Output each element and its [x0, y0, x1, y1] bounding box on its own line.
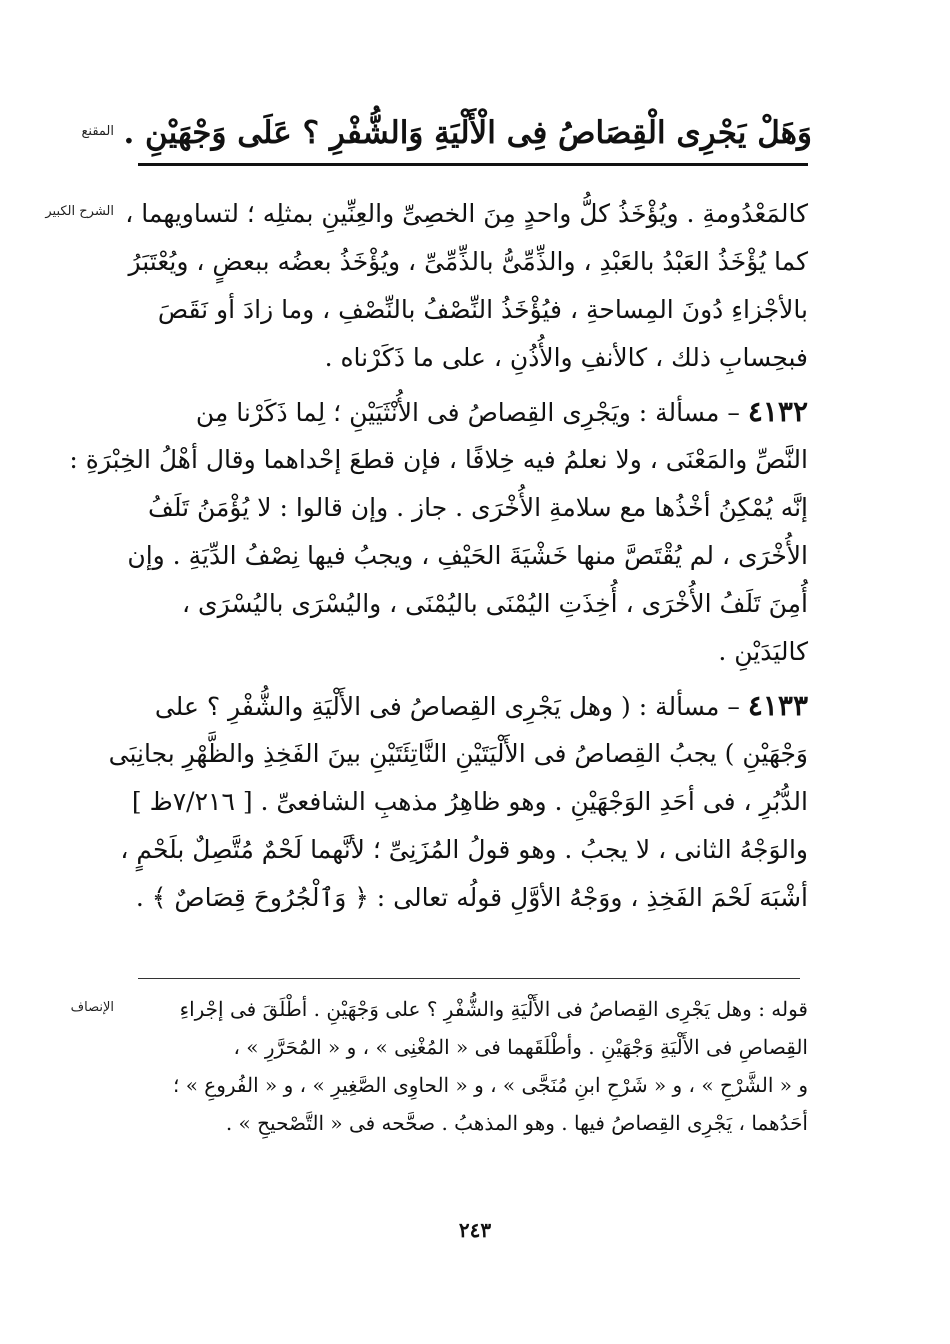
- footnote-rule: [138, 978, 800, 979]
- side-label-sharh: الشرح الكبير: [45, 204, 114, 219]
- issue-text: – مسألة : ( وهل يَجْرِى القِصاصُ فى الأَلْيَةِ والشُّفْرِ ؟ على: [154, 692, 740, 721]
- footnote-line: أحَدُهما ، يَجْرِى القِصاصُ فيها . وهو المذهبُ . صحَّحه فى « التَّصْحيحِ » .: [225, 1111, 808, 1135]
- side-label-insaf: الإنصاف: [70, 1000, 114, 1015]
- side-label-muqni: المقنع: [81, 124, 114, 139]
- footnote-block: [138, 990, 808, 1142]
- footnote-line: و « الشَّرْحِ » ، و « شَرْحِ ابنِ مُنَجَّى » ، و « الحاوِى الصَّغِيرِ » ، و « الفُروعِ » ؛: [173, 1073, 808, 1097]
- issue-4132-first-line: [138, 388, 808, 436]
- commentary-line: بالأجْزاءِ دُونَ المِساحةِ ، فيُؤْخَذُ النِّصْفُ بالنِّصْفِ ، وما زادَ أو نَقَصَ: [157, 295, 808, 324]
- footnote-line: قوله : وهل يَجْرِى القِصاصُ فى الأَلْيَةِ والشُّفْرِ ؟ على وَجْهَيْنِ . أطْلَقَ فى إجْراءِ: [179, 997, 808, 1021]
- header-rule: [138, 163, 808, 166]
- commentary-line: كما يُؤْخَذُ العَبْدُ بالعَبْدِ ، والذِّمِّىُّ بالذِّمِّىِّ ، ويُؤْخَذُ بعضُه ببعضٍ ، ويُعْتَبَرُ: [128, 247, 808, 276]
- issue-4133-first-line: [138, 682, 808, 730]
- issue-line: النَّصِّ والمَعْنَى ، ولا نعلمُ فيه خِلافًا ، فإن قطعَ إحْداهما وقال أهْلُ الخِبْرَةِ :: [69, 445, 808, 474]
- commentary-line: كالمَعْدُومةِ . ويُؤْخَذُ كلُّ واحدٍ مِنَ الخصِىِّ والعِنِّينِ بمثلِه ؛ لتساويهما ،: [125, 199, 808, 228]
- footnote-line: القِصاصِ فى الأَلْيَةِ وَجْهَيْنِ . وأطْلَقَهما فى « المُغْنِى » ، و « المُحَرَّرِ » ،: [233, 1035, 808, 1059]
- issue-line: أشْبَهَ لَحْمَ الفَخِذِ ، ووَجْهُ الأوَّلِ قولُه تعالى : ﴿ وَٱلْجُرُوحَ قِصَاصٌ ﴾ .: [135, 883, 808, 912]
- commentary-line: فبحِسابِ ذلك ، كالأنفِ والأُذُنِ ، على ما ذَكَرْناه .: [324, 343, 808, 372]
- issue-line: كاليَدَيْنِ .: [718, 637, 808, 666]
- issue-line: أُمِنَ تَلَفُ الأُخْرَى ، أُخِذَتِ اليُمْنَى باليُمْنَى ، واليُسْرَى باليُسْرَى ،: [182, 589, 808, 618]
- issue-line: وَجْهَيْنِ ) يجبُ القِصاصُ فى الأَلْيَتَيْنِ النَّاتِئَتَيْنِ بينَ الفَخِذِ والظَّهْرِ بجانِبَى: [108, 739, 808, 768]
- issue-line: الأُخْرَى ، لم يُقْتَصَّ منها خَشْيَةَ الحَيْفِ ، ويجبُ فيها نِصْفُ الدِّيَةِ . وإن: [127, 541, 808, 570]
- issue-number: ٤١٣٢: [747, 395, 808, 428]
- page-number: ٢٤٣: [458, 1218, 492, 1242]
- page-title: وَهَلْ يَجْرِى الْقِصَاصُ فِى الْأَلْيَةِ وَالشُّفْرِ ؟ عَلَى وَجْهَيْنِ .: [123, 115, 812, 151]
- issue-line: الدُّبُرِ ، فى أحَدِ الوَجْهَيْنِ . وهو ظاهِرُ مذهبِ الشافعىِّ . [ ٧/٢١٦ظ ]: [131, 787, 808, 816]
- issue-line: والوَجْهُ الثانى ، لا يجبُ . وهو قولُ المُزَنِىِّ ؛ لأنَّهما لَحْمٌ مُتَّصِلٌ بلَحْمٍ ،: [120, 835, 808, 864]
- issue-number: ٤١٣٣: [747, 689, 808, 722]
- issue-text: – مسألة : ويَجْرِى القِصاصُ فى الأُنْثَيَيْنِ ؛ لِما ذَكَرْنا مِن: [195, 398, 740, 427]
- issue-line: إنَّه يُمْكِنُ أخْذُها مع سلامةِ الأُخْرَى . جاز . وإن قالوا : لا يُؤْمَنُ تَلَفُ: [147, 493, 808, 522]
